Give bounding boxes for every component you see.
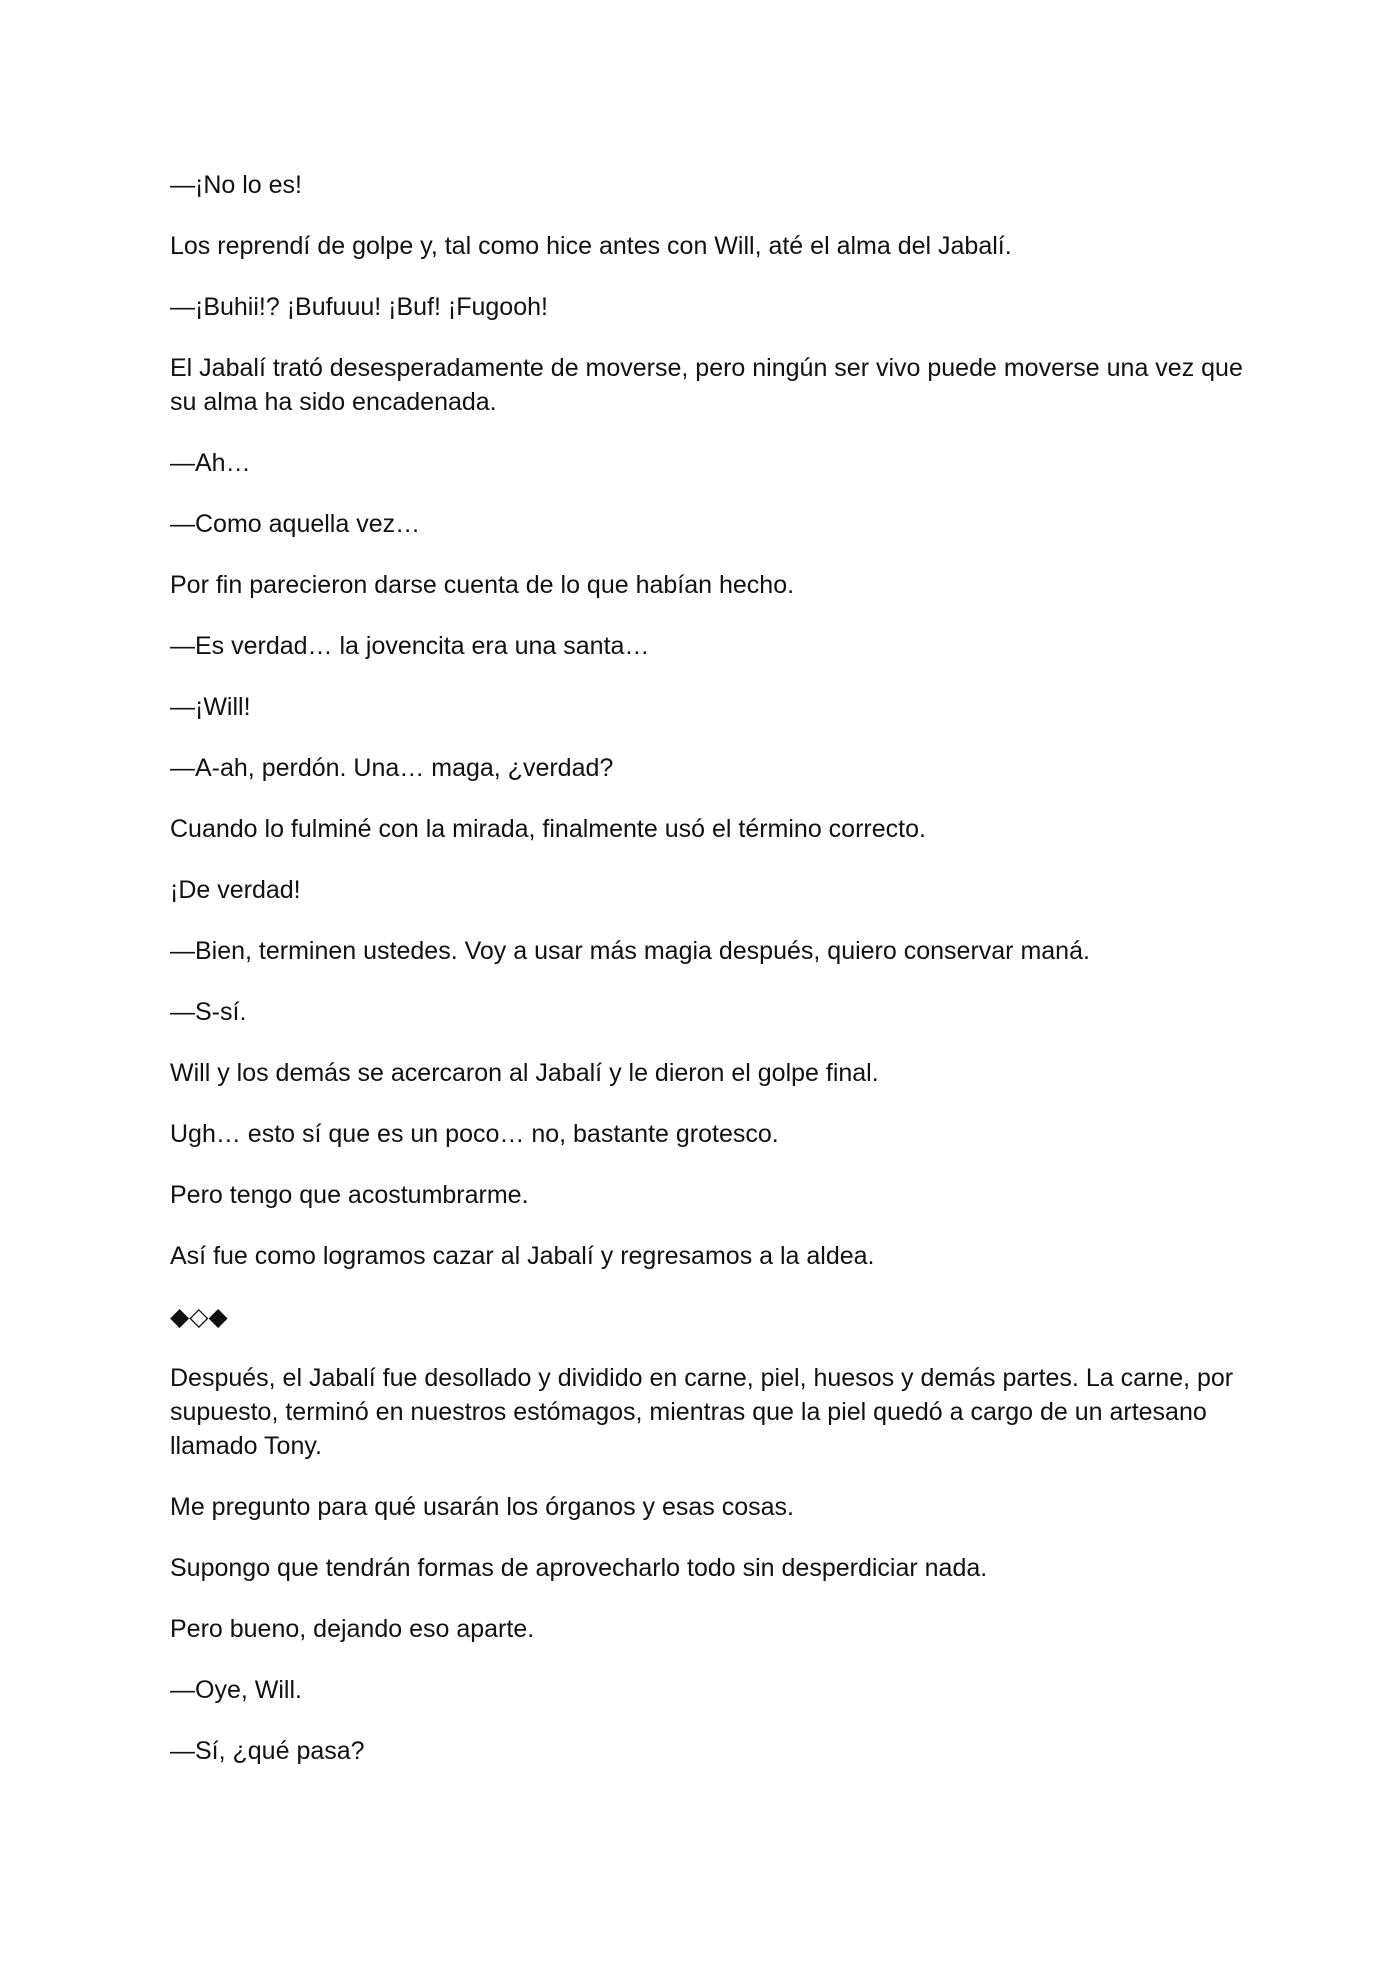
paragraph: —Ah… [170, 449, 251, 477]
paragraph: Ugh… esto sí que es un poco… no, bastante grotesco. [170, 1120, 779, 1148]
paragraph: —¡No lo es! [170, 171, 302, 199]
paragraph: —¡Will! [170, 693, 251, 721]
paragraph: Cuando lo fulminé con la mirada, finalmente usó el término correcto. [170, 815, 926, 843]
paragraph: Después, el Jabalí fue desollado y dividido en carne, piel, huesos y demás partes. La carne, por supuesto, terminó en nuestros estómagos, mientras que la piel quedó a cargo de un artesano llamado Tony. [170, 1364, 1234, 1460]
paragraph: El Jabalí trató desesperadamente de moverse, pero ningún ser vivo puede moverse una vez que su alma ha sido encadenada. [170, 354, 1243, 416]
document-body [170, 168, 1250, 1795]
paragraph: —Es verdad… la jovencita era una santa… [170, 632, 650, 660]
paragraph: Pero tengo que acostumbrarme. [170, 1181, 529, 1209]
paragraph: —¡Buhii!? ¡Bufuuu! ¡Buf! ¡Fugooh! [170, 293, 548, 321]
paragraph: —Bien, terminen ustedes. Voy a usar más magia después, quiero conservar maná. [170, 937, 1090, 965]
scene-break-separator: ◆◇◆ [170, 1303, 228, 1331]
paragraph: —S-sí. [170, 998, 247, 1026]
paragraph: —A-ah, perdón. Una… maga, ¿verdad? [170, 754, 614, 782]
paragraph: —Oye, Will. [170, 1676, 302, 1704]
paragraph: Así fue como logramos cazar al Jabalí y regresamos a la aldea. [170, 1242, 875, 1270]
paragraph: Will y los demás se acercaron al Jabalí y le dieron el golpe final. [170, 1059, 879, 1087]
paragraph: Los reprendí de golpe y, tal como hice antes con Will, até el alma del Jabalí. [170, 232, 1012, 260]
paragraph: Me pregunto para qué usarán los órganos y esas cosas. [170, 1493, 794, 1521]
paragraph: Pero bueno, dejando eso aparte. [170, 1615, 535, 1643]
paragraph: Supongo que tendrán formas de aprovecharlo todo sin desperdiciar nada. [170, 1554, 988, 1582]
paragraph: —Como aquella vez… [170, 510, 421, 538]
paragraph: ¡De verdad! [170, 876, 301, 904]
paragraph: Por fin parecieron darse cuenta de lo que habían hecho. [170, 571, 795, 599]
paragraph: —Sí, ¿qué pasa? [170, 1737, 365, 1765]
